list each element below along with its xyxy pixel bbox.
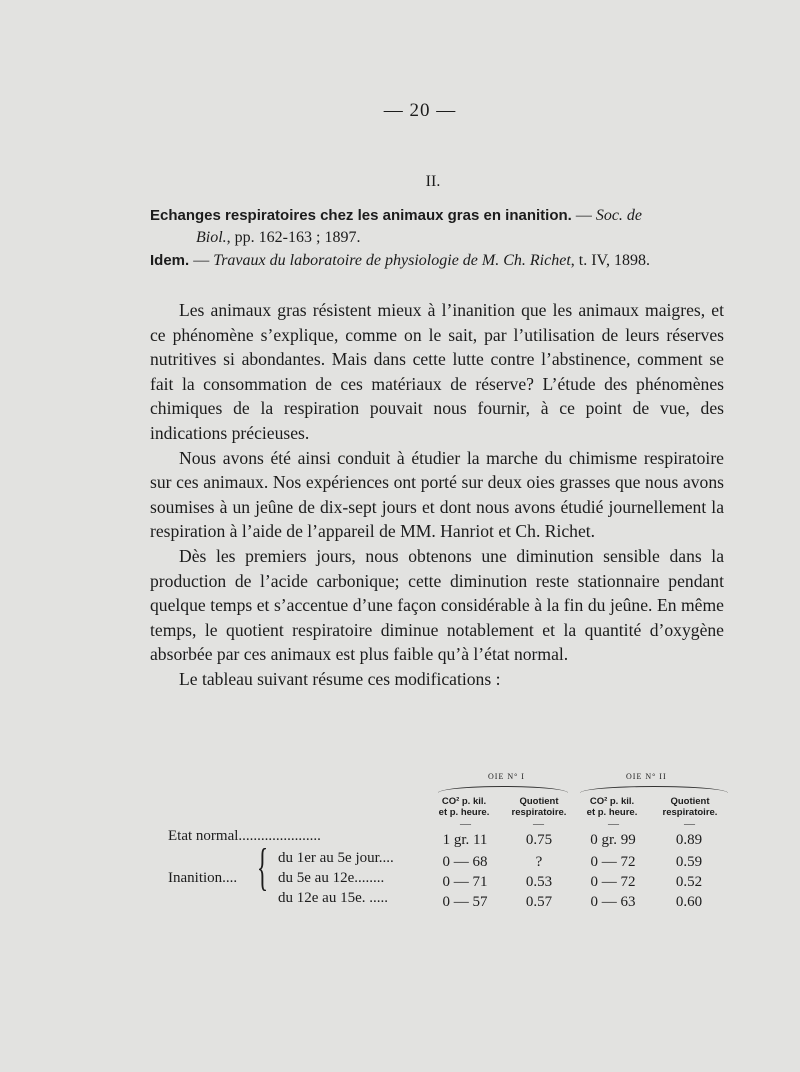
- table-cell: ?: [535, 854, 543, 870]
- group-brace: {: [256, 839, 269, 896]
- table-cell: 0 — 72: [590, 874, 636, 890]
- reference-2: [150, 250, 750, 272]
- column-rule: —: [608, 818, 619, 830]
- column-header-quotient-2: Quotient respiratoire.: [662, 796, 718, 818]
- table-cell: 0.57: [525, 894, 553, 910]
- section-heading: II.: [425, 173, 441, 190]
- table-cell: 0 — 71: [442, 874, 488, 890]
- reference-details: , pp. 162-163 ; 1897.: [226, 229, 361, 246]
- table-cell: 0 gr. 99: [590, 832, 636, 848]
- row-label-etat-normal: Etat normal......................: [168, 828, 321, 844]
- paragraph: Nous avons été ainsi conduit à étudier la marche du chimisme respiratoire sur ces animaux. Nos expériences ont porté sur deux oies grasses que nous avons soumises à un jeûne de dix-sept jours et dont nous avons étudié journellement la respiration à l’aide de l’appareil de MM. Hanriot et Ch. Richet.: [150, 447, 724, 542]
- column-header-co2-2: CO² p. kil. et p. heure.: [586, 796, 638, 818]
- table-cell: 0 — 63: [590, 894, 636, 910]
- column-header-co2-1: CO² p. kil. et p. heure.: [438, 796, 490, 818]
- column-header-quotient-1: Quotient respiratoire.: [511, 796, 567, 818]
- table-cell: 0.59: [675, 854, 703, 870]
- group-brace-1: [438, 786, 568, 793]
- table-cell: 0 — 68: [442, 854, 488, 870]
- paragraph: Les animaux gras résistent mieux à l’inanition que les animaux maigres, et ce phénomène s’explique, comme on le sait, par l’utilisation de leurs réserves nutritives si abondantes. Mais dans cette lutte contre l’abstinence, comment se fait la consommation de ces matériaux de réserve? L’étude des phénomènes chimiques de la respiration pouvait nous fournir, à ce point de vue, des indications précieuses.: [150, 300, 724, 443]
- reference-title: Echanges respiratoires chez les animaux gras en inanition.: [150, 207, 572, 224]
- table-cell: 0.52: [675, 874, 703, 890]
- paragraph: Le tableau suivant résume ces modifications :: [179, 668, 501, 689]
- paragraph: Dès les premiers jours, nous obtenons une diminution sensible dans la production de l’acide carbonique; cette diminution reste stationnaire pendant quelque temps et s’accentue d’une façon considérable à la fin du jeûne. En même temps, le quotient respiratoire diminue notablement et la quantité d’oxygène absorbée par ces animaux est plus faible qu’à l’état normal.: [150, 545, 724, 665]
- reference-source-cont: Biol.: [196, 229, 227, 246]
- column-rule: —: [460, 818, 471, 830]
- column-rule: —: [533, 818, 544, 830]
- table-cell: 0.60: [675, 894, 703, 910]
- table-cell: 0.53: [525, 874, 553, 890]
- column-rule: —: [684, 818, 695, 830]
- row-label: du 1er au 5e jour....: [278, 850, 394, 866]
- table-cell: 0.89: [675, 832, 703, 848]
- reference-dash: —: [189, 252, 214, 269]
- group-brace-2: [580, 786, 728, 793]
- reference-title: Idem.: [150, 252, 190, 269]
- reference-1: [150, 205, 750, 249]
- table-cell: 0 — 72: [590, 854, 636, 870]
- page-number: — 20 —: [383, 100, 457, 121]
- table-cell: 0 — 57: [442, 894, 488, 910]
- row-label: du 12e au 15e. .....: [278, 890, 388, 906]
- table-cell: 1 gr. 11: [442, 832, 488, 848]
- body-text: [150, 298, 724, 692]
- reference-source: Travaux du laboratoire de physiologie de M. Ch. Richet: [213, 252, 571, 269]
- group-header-oie-2: OIE N° II: [626, 772, 667, 781]
- table-cell: 0.75: [525, 832, 553, 848]
- row-group-label-inanition: Inanition....: [168, 870, 238, 886]
- row-label: du 5e au 12e........: [278, 870, 385, 886]
- reference-details: , t. IV, 1898.: [570, 252, 651, 269]
- reference-dash: —: [571, 207, 596, 224]
- reference-source: Soc. de: [595, 207, 643, 224]
- group-header-oie-1: OIE N° I: [488, 772, 525, 781]
